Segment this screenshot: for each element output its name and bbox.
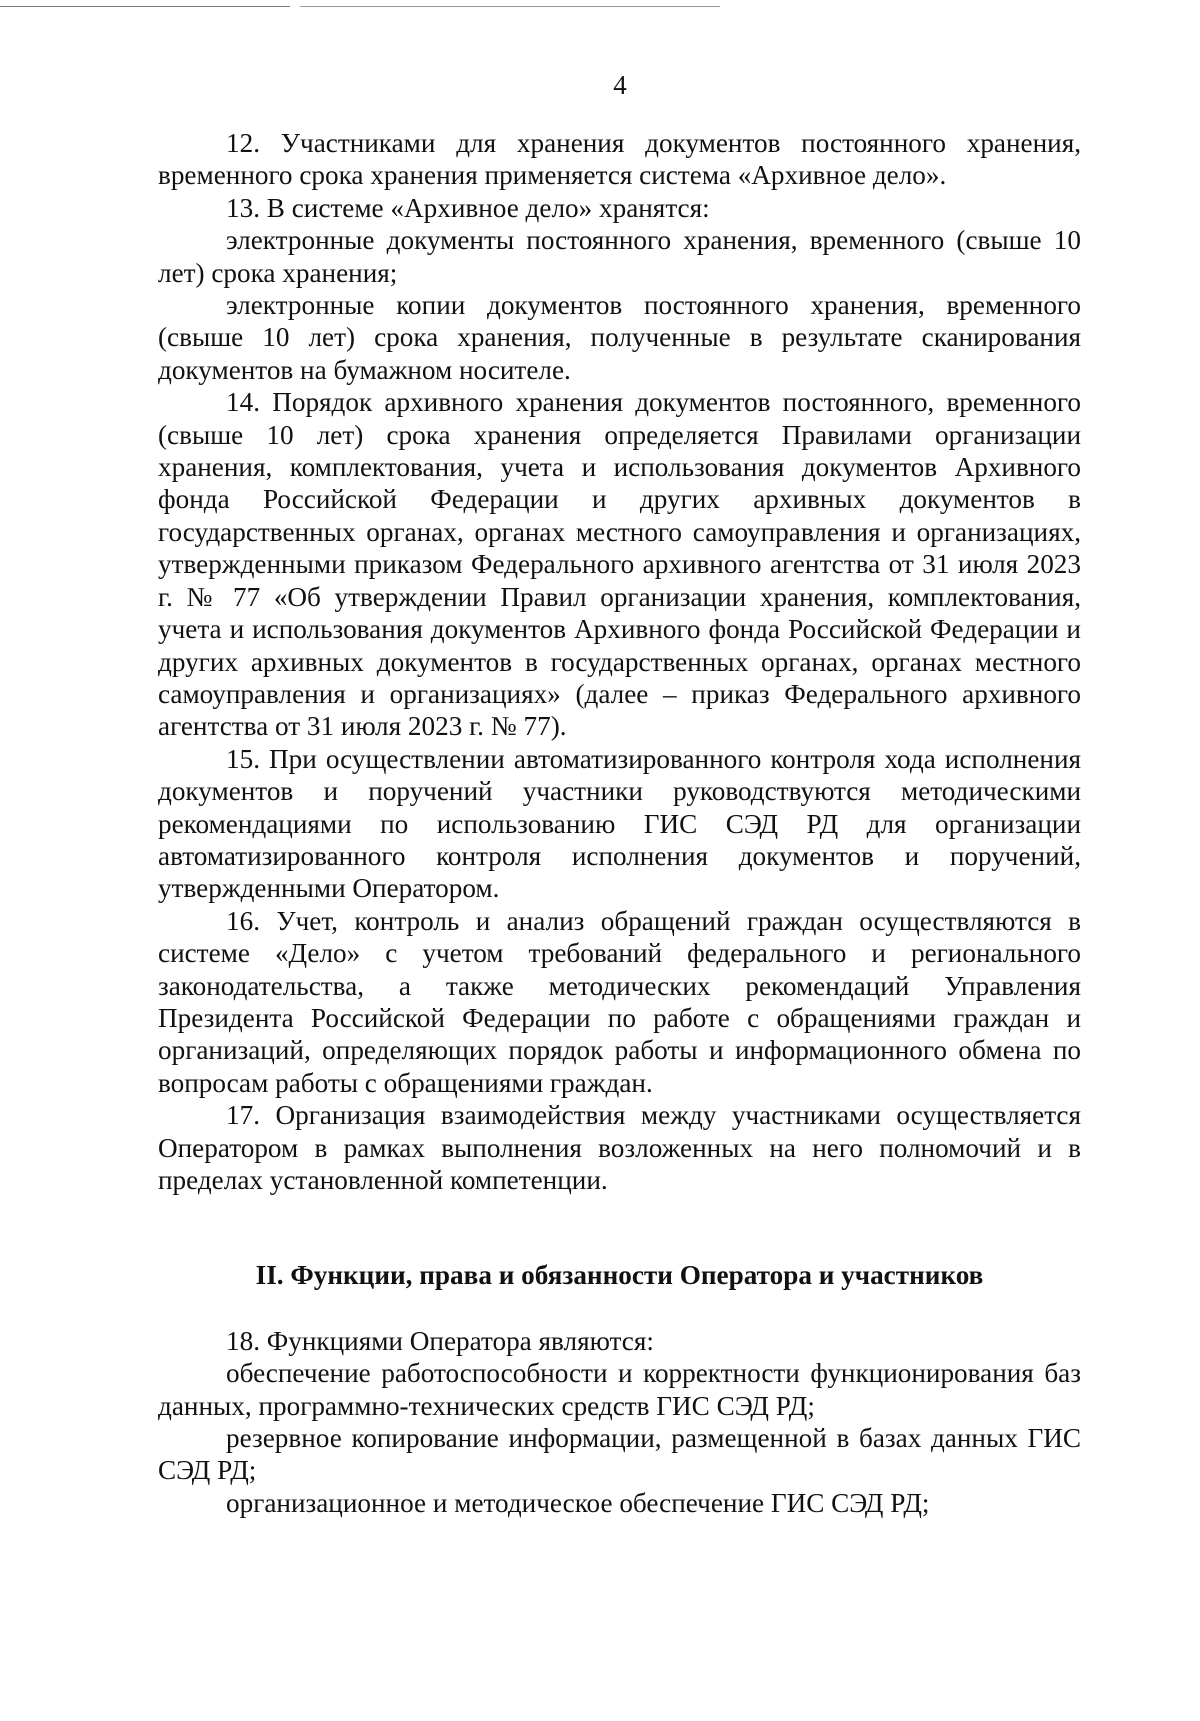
scan-edge-line: [0, 6, 290, 7]
scan-edge-line: [300, 6, 720, 7]
paragraph-18: 18. Функциями Оператора являются:: [226, 1325, 654, 1356]
paragraph-13: 13. В системе «Архивное дело» хранятся:: [226, 192, 710, 223]
paragraph-16: 16. Учет, контроль и анализ обращений граждан осуществляются в системе «Дело» с учетом требований федерального и регионального законодательства, а также методических рекомендаций Управления Президента Российской Федерации по работе с обращениями граждан и организаций, определяющих порядок работы и информационного обмена по вопросам работы с обращениями граждан.: [158, 905, 1081, 1098]
paragraph-17: 17. Организация взаимодействия между участниками осуществляется Оператором в рамках выполнения возложенных на него полномочий и в пределах установленной компетенции.: [158, 1100, 1081, 1195]
paragraph-18-item-3: организационное и методическое обеспечение ГИС СЭД РД;: [226, 1487, 930, 1518]
paragraph-13-item-2: электронные копии документов постоянного хранения, временного (свыше 10 лет) срока хранения, полученные в результате сканирования документов на бумажном носителе.: [158, 290, 1081, 385]
paragraph-13-item-1: электронные документы постоянного хранения, временного (свыше 10 лет) срока хранения;: [158, 225, 1081, 288]
paragraph-14: 14. Порядок архивного хранения документов постоянного, временного (свыше 10 лет) срока хранения определяется Правилами организации хранения, комплектования, учета и использования документов Архивного фонда Российской Федерации и других архивных документов в государственных органах, органах местного самоуправления и организациях, утвержденными приказом Федерального архивного агентства от 31 июля 2023 г. № 77 «Об утверждении Правил организации хранения, комплектования, учета и использования документов Архивного фонда Российской Федерации и других архивных документов в государственных органах, органах местного самоуправления и организациях» (далее – приказ Федерального архивного агентства от 31 июля 2023 г. № 77).: [158, 387, 1081, 742]
paragraph-18-item-1: обеспечение работоспособности и корректности функционирования баз данных, программно-технических средств ГИС СЭД РД;: [158, 1358, 1081, 1421]
paragraph-12: 12. Участниками для хранения документов постоянного хранения, временного срока хранения применяется система «Архивное дело».: [158, 128, 1081, 191]
document-body: [158, 127, 1081, 1519]
section-heading: II. Функции, права и обязанности Оператора и участников: [255, 1260, 984, 1291]
paragraph-15: 15. При осуществлении автоматизированного контроля хода исполнения документов и поручений участники руководствуются методическими рекомендациями по использованию ГИС СЭД РД для организации автоматизированного контроля исполнения документов и поручений, утвержденными Оператором.: [158, 743, 1081, 904]
paragraph-18-item-2: резервное копирование информации, размещенной в базах данных ГИС СЭД РД;: [158, 1423, 1081, 1486]
page-number: 4: [613, 70, 627, 100]
